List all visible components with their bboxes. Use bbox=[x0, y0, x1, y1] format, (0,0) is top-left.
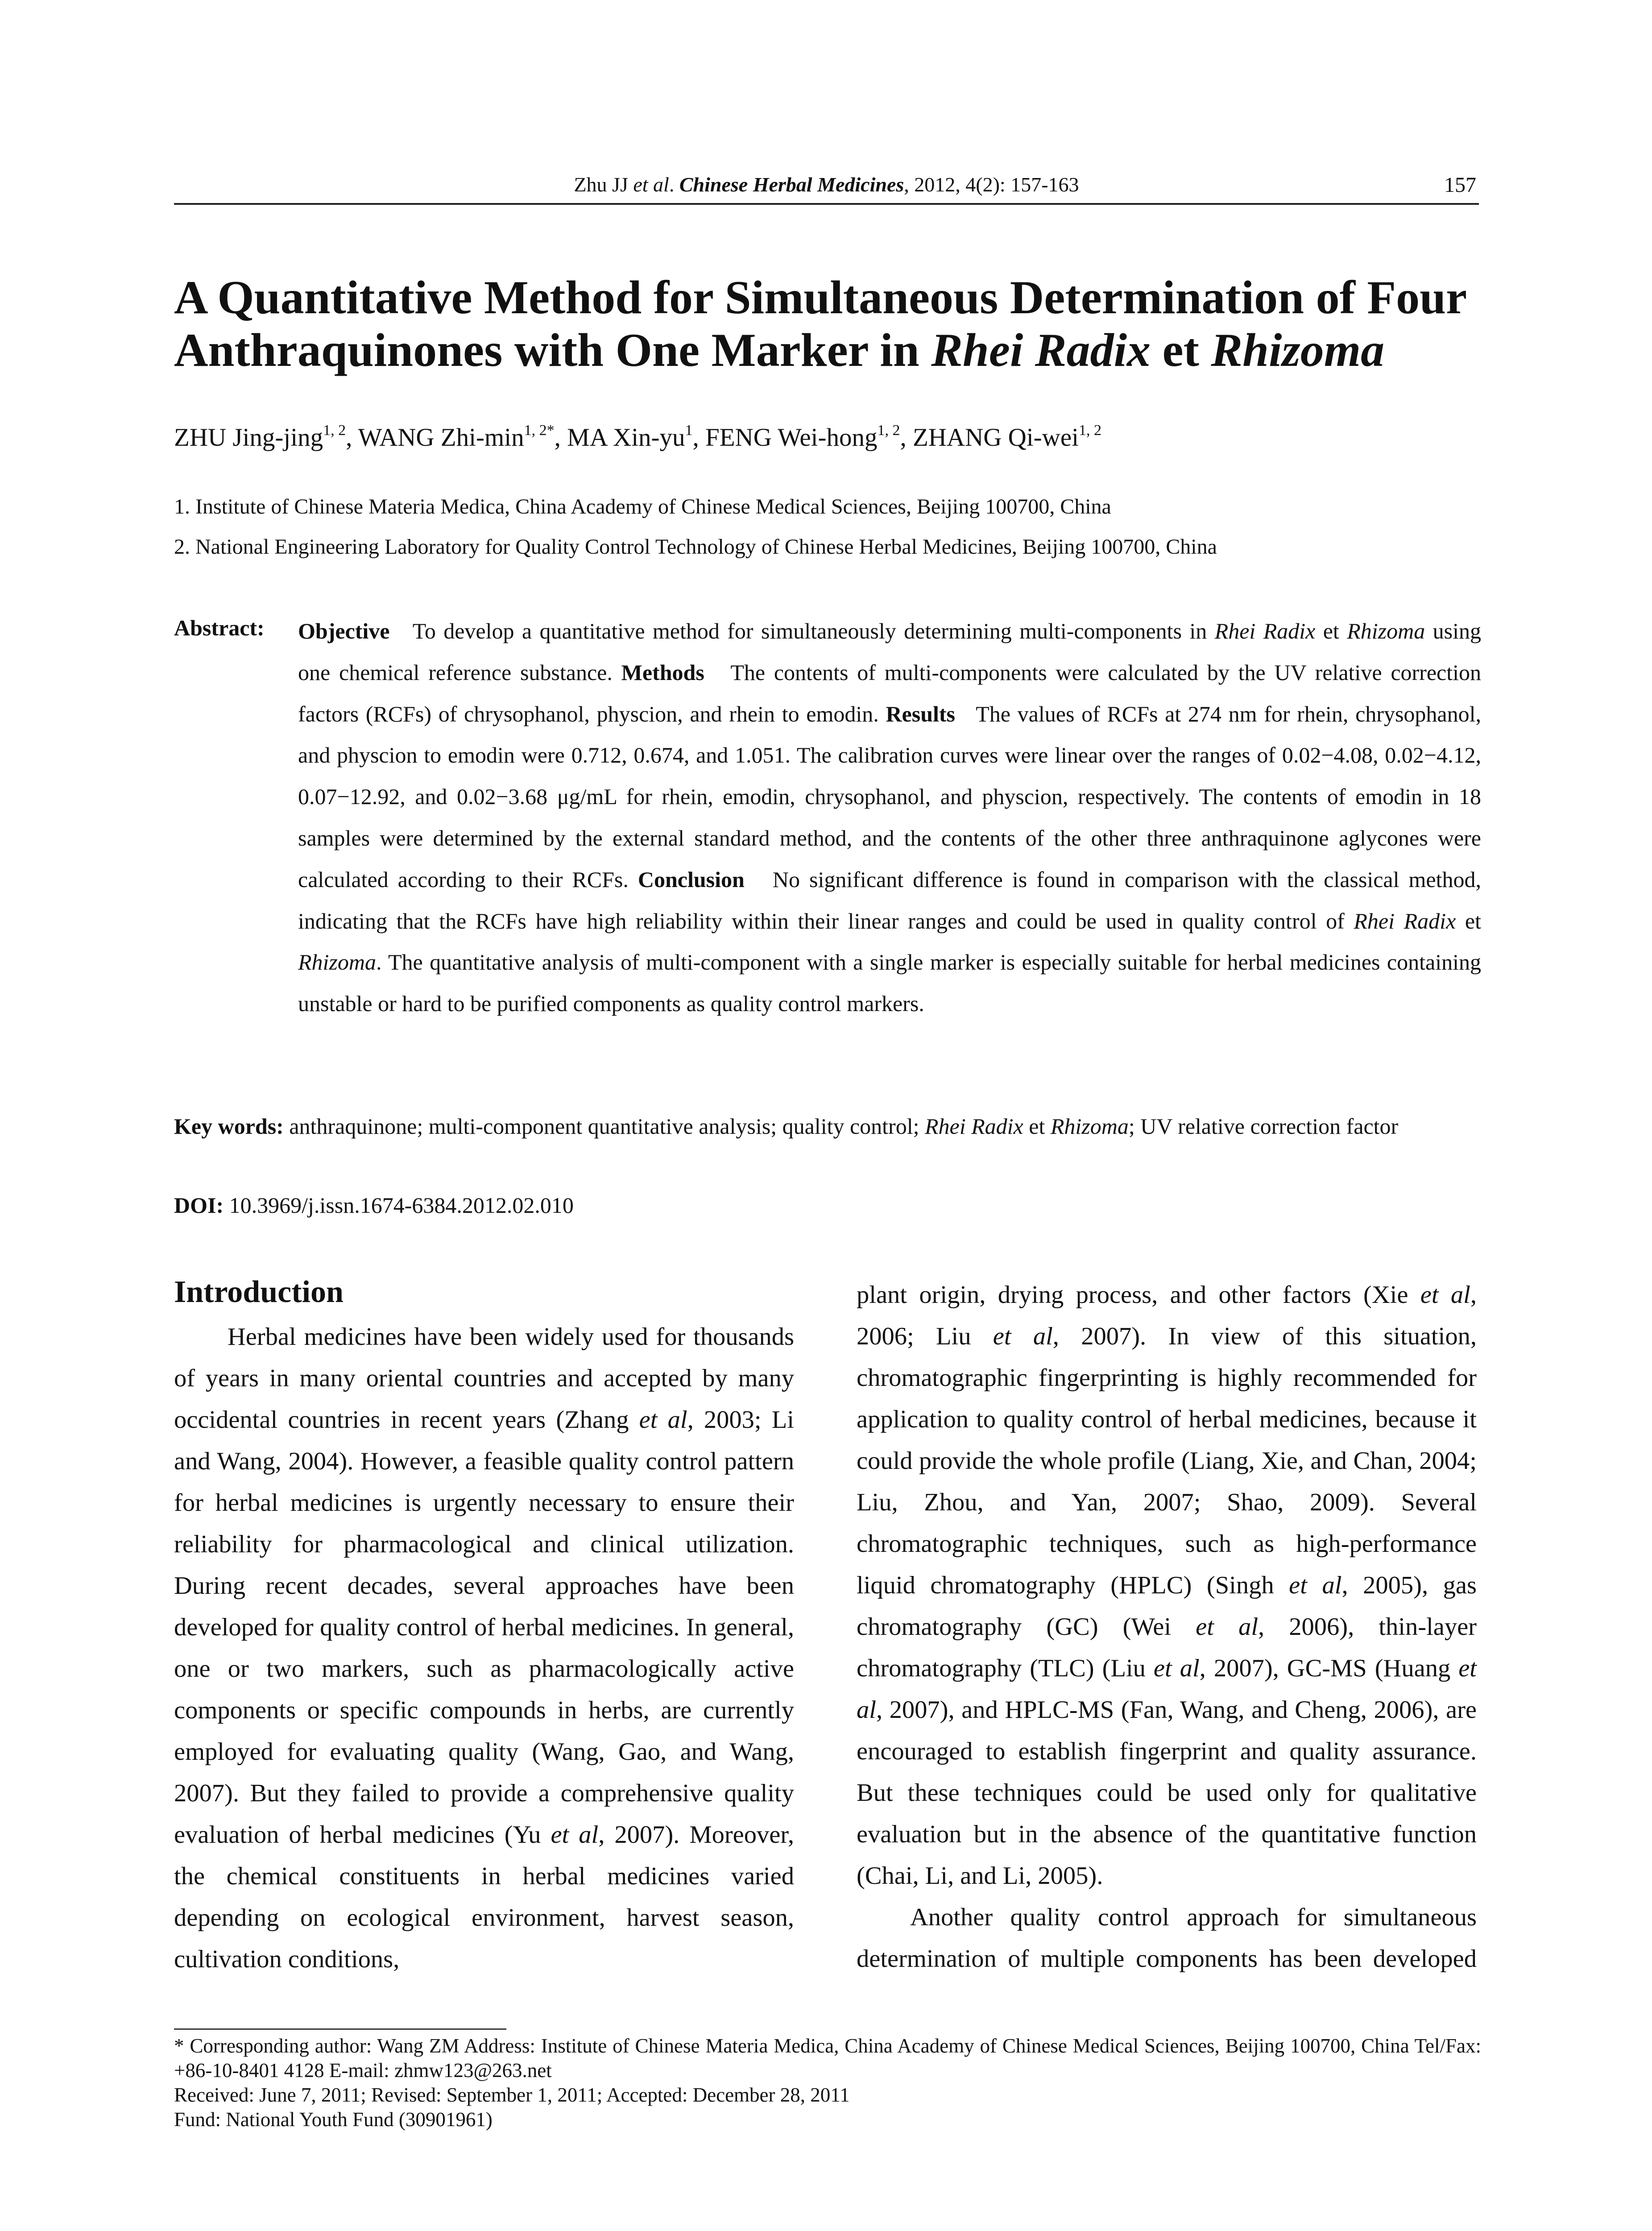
author-name: ZHANG Qi-wei bbox=[912, 423, 1079, 452]
doi bbox=[174, 1192, 574, 1218]
body-italic: et al bbox=[1153, 1655, 1200, 1682]
body-italic: et al bbox=[857, 1655, 1477, 1724]
keywords-label: Key words: bbox=[174, 1114, 284, 1139]
author-name: FENG Wei-hong bbox=[705, 423, 878, 452]
conclusion-label: Conclusion bbox=[638, 867, 745, 892]
author-affiliation-mark: 1, 2 bbox=[877, 422, 900, 439]
author-affiliation-mark: 1, 2 bbox=[323, 422, 346, 439]
running-header bbox=[174, 171, 1479, 205]
body-text: Herbal medicines have been widely used for thousands of years in many oriental countries and accepted by many occidental countries in recent years (Zhang bbox=[174, 1323, 794, 1434]
page-number: 157 bbox=[1444, 173, 1476, 197]
author bbox=[913, 423, 1101, 452]
footnote-rule bbox=[174, 2028, 506, 2030]
author bbox=[567, 423, 705, 452]
dates-note: Received: June 7, 2011; Revised: September 1, 2011; Accepted: December 28, 2011 bbox=[174, 2084, 850, 2106]
citation-dot: . bbox=[669, 173, 679, 196]
paragraph bbox=[857, 1274, 1477, 1897]
body-italic: et al bbox=[551, 1821, 599, 1849]
citation-volume: , 2012, 4(2): 157-163 bbox=[904, 173, 1079, 196]
abstract-italic: Rhizoma bbox=[298, 950, 376, 975]
author-affiliation-mark: 1, 2 bbox=[1078, 422, 1101, 439]
keywords-text: anthraquinone; multi-component quantitative analysis; quality control; bbox=[283, 1114, 925, 1139]
author bbox=[705, 423, 913, 452]
citation-author: Zhu JJ bbox=[574, 173, 633, 196]
body-text: , 2007), and HPLC-MS (Fan, Wang, and Cheng, 2006), are encouraged to establish fingerprint and quality assurance. But these techniques could be used only for qualitative evaluation but in the absence of the quantitative function (Chai, Li, and Li, 2005). bbox=[857, 1696, 1477, 1890]
article-title bbox=[174, 271, 1481, 377]
doi-value: 10.3969/j.issn.1674-6384.2012.02.010 bbox=[224, 1193, 574, 1218]
abstract-body bbox=[298, 610, 1481, 1024]
author-affiliation-mark: 1, 2* bbox=[524, 422, 555, 439]
keywords bbox=[174, 1106, 1481, 1147]
body-text: , 2006; Liu bbox=[857, 1281, 1477, 1350]
results-label: Results bbox=[886, 701, 956, 726]
author-separator: , bbox=[554, 423, 567, 452]
header-citation bbox=[174, 173, 1479, 196]
body-text: , 2005), gas chromatography (GC) (Wei bbox=[857, 1572, 1477, 1641]
doi-label: DOI: bbox=[174, 1193, 224, 1218]
body-italic: et al bbox=[1196, 1613, 1259, 1641]
keywords-italic: Rhizoma bbox=[1050, 1114, 1129, 1139]
paragraph: Another quality control approach for simultaneous determination of multiple components has been developed bbox=[857, 1903, 1477, 1973]
body-italic: et al bbox=[993, 1323, 1053, 1350]
body-italic: et al bbox=[1289, 1572, 1342, 1599]
title-part: Anthraquinones with One Marker in bbox=[174, 324, 932, 376]
author-affiliation-mark: 1 bbox=[685, 422, 693, 439]
footnotes bbox=[174, 2034, 1481, 2132]
right-column bbox=[857, 1274, 1477, 1980]
abstract-text: et bbox=[1315, 618, 1347, 643]
body-text: , 2007), GC-MS (Huang bbox=[1199, 1655, 1459, 1682]
author-separator: , bbox=[692, 423, 706, 452]
keywords-text: et bbox=[1023, 1114, 1051, 1139]
body-text: , 2003; Li and Wang, 2004). However, a feasible quality control pattern for herbal medicines is urgently necessary to ensure their reliability for pharmacological and clinical utilization. During recent decades, several approaches have been developed for quality control of herbal medicines. In general, one or two markers, such as pharmacologically active components or specific compounds in herbs, are currently employed for evaluating quality (Wang, Gao, and Wang, 2007). But they failed to provide a comprehensive quality evaluation of herbal medicines (Yu bbox=[174, 1406, 794, 1849]
body-text: , 2007). In view of this situation, chromatographic fingerprinting is highly recommended for application to quality control of herbal medicines, because it could provide the whole profile (Liang, Xie, and Chan, 2004; Liu, Zhou, and Yan, 2007; Shao, 2009). Several chromatographic techniques, such as high-performance liquid chromatography (HPLC) (Singh bbox=[857, 1323, 1477, 1599]
abstract-text: No significant difference is found in comparison with the classical method, indicating that the RCFs have high reliability within their linear ranges and could be used in quality control of bbox=[298, 867, 1481, 933]
left-column bbox=[174, 1316, 794, 1980]
abstract-text: The values of RCFs at 274 nm for rhein, chrysophanol, and physcion to emodin were 0.712, 0.674, and 1.051. The calibration curves were linear over the ranges of 0.02−4.08, 0.02−4.12, 0.07−12.92, and 0.02−3.68 μg/mL for rhein, emodin, chrysophanol, and physcion, respectively. The contents of emodin in 18 samples were determined by the external standard method, and the contents of the other three anthraquinone aglycones were calculated according to their RCFs. bbox=[298, 701, 1481, 892]
title-italic-part: Rhizoma bbox=[1211, 324, 1385, 376]
abstract-text: . The quantitative analysis of multi-component with a single marker is especially suitable for herbal medicines containing unstable or hard to be purified components as quality control markers. bbox=[298, 950, 1481, 1016]
corresponding-author-note: * Corresponding author: Wang ZM Address: Institute of Chinese Materia Medica, China Academy of Chinese Medical Sciences, Beijing 100700, China Tel/Fax: +86-10-8401 4128 E-mail: zhmw123@263.net bbox=[174, 2035, 1481, 2082]
author bbox=[358, 423, 567, 452]
abstract-italic: Rhei Radix bbox=[1214, 618, 1316, 643]
abstract-text: et bbox=[1456, 908, 1481, 933]
author bbox=[174, 423, 358, 452]
objective-label: Objective bbox=[298, 618, 390, 643]
paragraph bbox=[174, 1316, 794, 1980]
author-separator: , bbox=[346, 423, 358, 452]
title-line-2 bbox=[174, 324, 1481, 377]
citation-etal: et al bbox=[633, 173, 669, 196]
body-italic: et al bbox=[1420, 1281, 1470, 1309]
affiliation-1: 1. Institute of Chinese Materia Medica, China Academy of Chinese Medical Sciences, Beijing 100700, China bbox=[174, 495, 1111, 518]
body-text: , 2006), thin-layer chromatography (TLC) (Liu bbox=[857, 1613, 1477, 1682]
body-text: plant origin, drying process, and other factors (Xie bbox=[857, 1281, 1420, 1309]
affiliation-2: 2. National Engineering Laboratory for Quality Control Technology of Chinese Herbal Medicines, Beijing 100700, China bbox=[174, 535, 1217, 559]
fund-note: Fund: National Youth Fund (30901961) bbox=[174, 2108, 493, 2131]
title-italic-part: Rhei Radix bbox=[931, 324, 1151, 376]
author-list bbox=[174, 423, 1481, 452]
abstract-text: To develop a quantitative method for simultaneously determining multi-components in bbox=[412, 618, 1215, 643]
keywords-italic: Rhei Radix bbox=[925, 1114, 1023, 1139]
author-name: WANG Zhi-min bbox=[358, 423, 524, 452]
keywords-text: ; UV relative correction factor bbox=[1128, 1114, 1399, 1139]
author-separator: , bbox=[900, 423, 913, 452]
introduction-heading: Introduction bbox=[174, 1275, 344, 1309]
author-name: ZHU Jing-jing bbox=[174, 423, 323, 452]
methods-label: Methods bbox=[621, 659, 704, 685]
abstract-label: Abstract: bbox=[174, 615, 265, 640]
abstract-text: The contents of multi-components were calculated by the UV relative correction factors (RCFs) of chrysophanol, physcion, and rhein to emodin. bbox=[298, 659, 1481, 726]
author-name: MA Xin-yu bbox=[567, 423, 685, 452]
abstract-text: using one chemical reference substance. bbox=[298, 618, 1481, 685]
journal-name: Chinese Herbal Medicines bbox=[679, 173, 904, 196]
body-italic: et al bbox=[639, 1406, 687, 1434]
abstract-italic: Rhei Radix bbox=[1354, 908, 1456, 933]
body-text: , 2007). Moreover, the chemical constituents in herbal medicines varied depending on ecological environment, harvest season, cultivation conditions, bbox=[174, 1821, 794, 1973]
abstract-italic: Rhizoma bbox=[1347, 618, 1425, 643]
title-line-1: A Quantitative Method for Simultaneous Determination of Four bbox=[174, 271, 1467, 323]
title-part: et bbox=[1151, 324, 1211, 376]
